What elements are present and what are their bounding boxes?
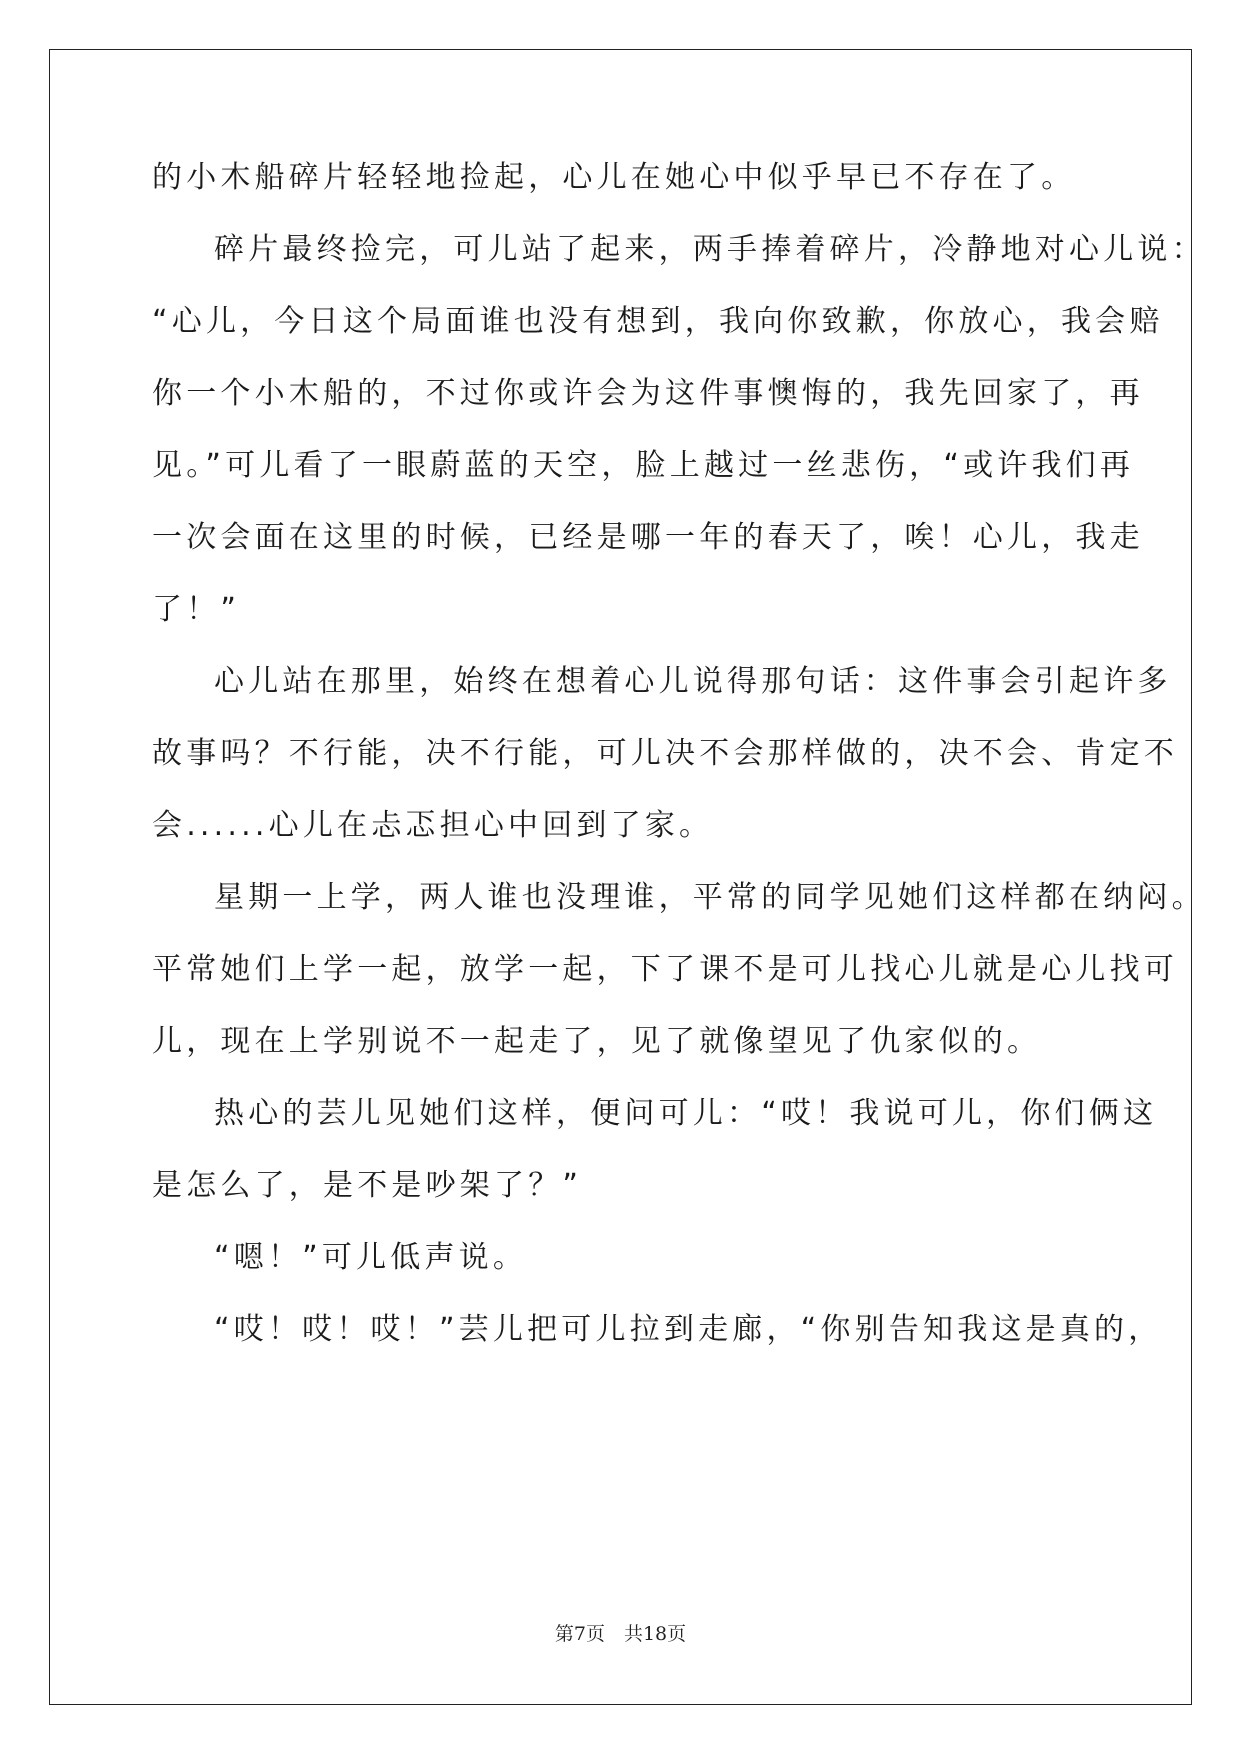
text-line: 心儿站在那里，始终在想着心儿说得那句话：这件事会引起许多: [214, 664, 1172, 699]
text-line: 儿，现在上学别说不一起走了，见了就像望见了仇家似的。: [152, 1024, 1042, 1059]
text-line: 一次会面在这里的时候，已经是哪一年的春天了，唉！心儿，我走: [152, 520, 1144, 555]
text-line: 会......心儿在忐忑担心中回到了家。: [152, 808, 714, 843]
text-line: 的小木船碎片轻轻地捡起，心儿在她心中似乎早已不存在了。: [152, 160, 1076, 195]
text-line: 平常她们上学一起，放学一起，下了课不是可儿找心儿就是心儿找可: [152, 952, 1178, 987]
text-line: 是怎么了，是不是吵架了？”: [152, 1168, 583, 1203]
text-line: 你一个小木船的，不过你或许会为这件事懊悔的，我先回家了，再: [152, 376, 1144, 411]
page-number-footer: 第7页 共18页: [554, 1623, 687, 1645]
text-line: 星期一上学，两人谁也没理谁，平常的同学见她们这样都在纳闷。: [214, 880, 1206, 915]
text-line: 碎片最终捡完，可儿站了起来，两手捧着碎片，冷静地对心儿说：: [214, 232, 1206, 267]
text-line: “心儿，今日这个局面谁也没有想到，我向你致歉，你放心，我会赔: [152, 304, 1164, 339]
text-line: 了！”: [152, 592, 241, 627]
text-line: “哎！哎！哎！”芸儿把可儿拉到走廊，“你别告知我这是真的，: [214, 1312, 1163, 1347]
text-line: “嗯！”可儿低声说。: [214, 1240, 528, 1275]
text-line: 故事吗？不行能，决不行能，可儿决不会那样做的，决不会、肯定不: [152, 736, 1178, 771]
text-line: 热心的芸儿见她们这样，便问可儿：“哎！我说可儿，你们俩这: [214, 1096, 1158, 1131]
text-line: 见。”可儿看了一眼蔚蓝的天空，脸上越过一丝悲伤，“或许我们再: [152, 448, 1135, 483]
page-border: [49, 49, 1192, 1705]
